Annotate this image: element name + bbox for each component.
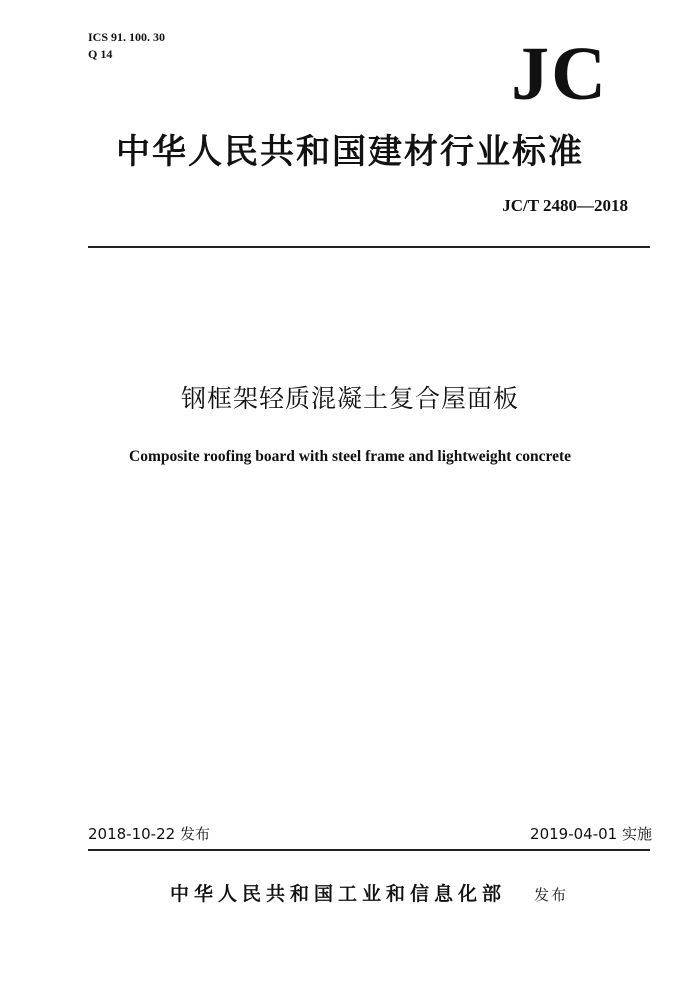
top-divider bbox=[88, 246, 650, 248]
issuing-authority: 中华人民共和国工业和信息化部 bbox=[170, 883, 507, 905]
jc-logo: JC bbox=[511, 32, 608, 116]
standard-classification: 中华人民共和国建材行业标准 bbox=[116, 132, 584, 172]
bottom-divider bbox=[88, 849, 650, 851]
issuing-label: 发布 bbox=[534, 886, 569, 904]
implementation-date: 2019-04-01 实施 bbox=[530, 825, 652, 843]
title-chinese: 钢框架轻质混凝土复合屋面板 bbox=[180, 384, 519, 413]
ics-code: ICS 91. 100. 30 bbox=[88, 30, 166, 44]
ccs-code: Q 14 bbox=[88, 47, 113, 61]
issue-date: 2018-10-22 发布 bbox=[88, 825, 210, 843]
title-english: Composite roofing board with steel frame and lightweight concrete bbox=[129, 448, 571, 465]
standard-number: JC/T 2480—2018 bbox=[502, 196, 628, 215]
